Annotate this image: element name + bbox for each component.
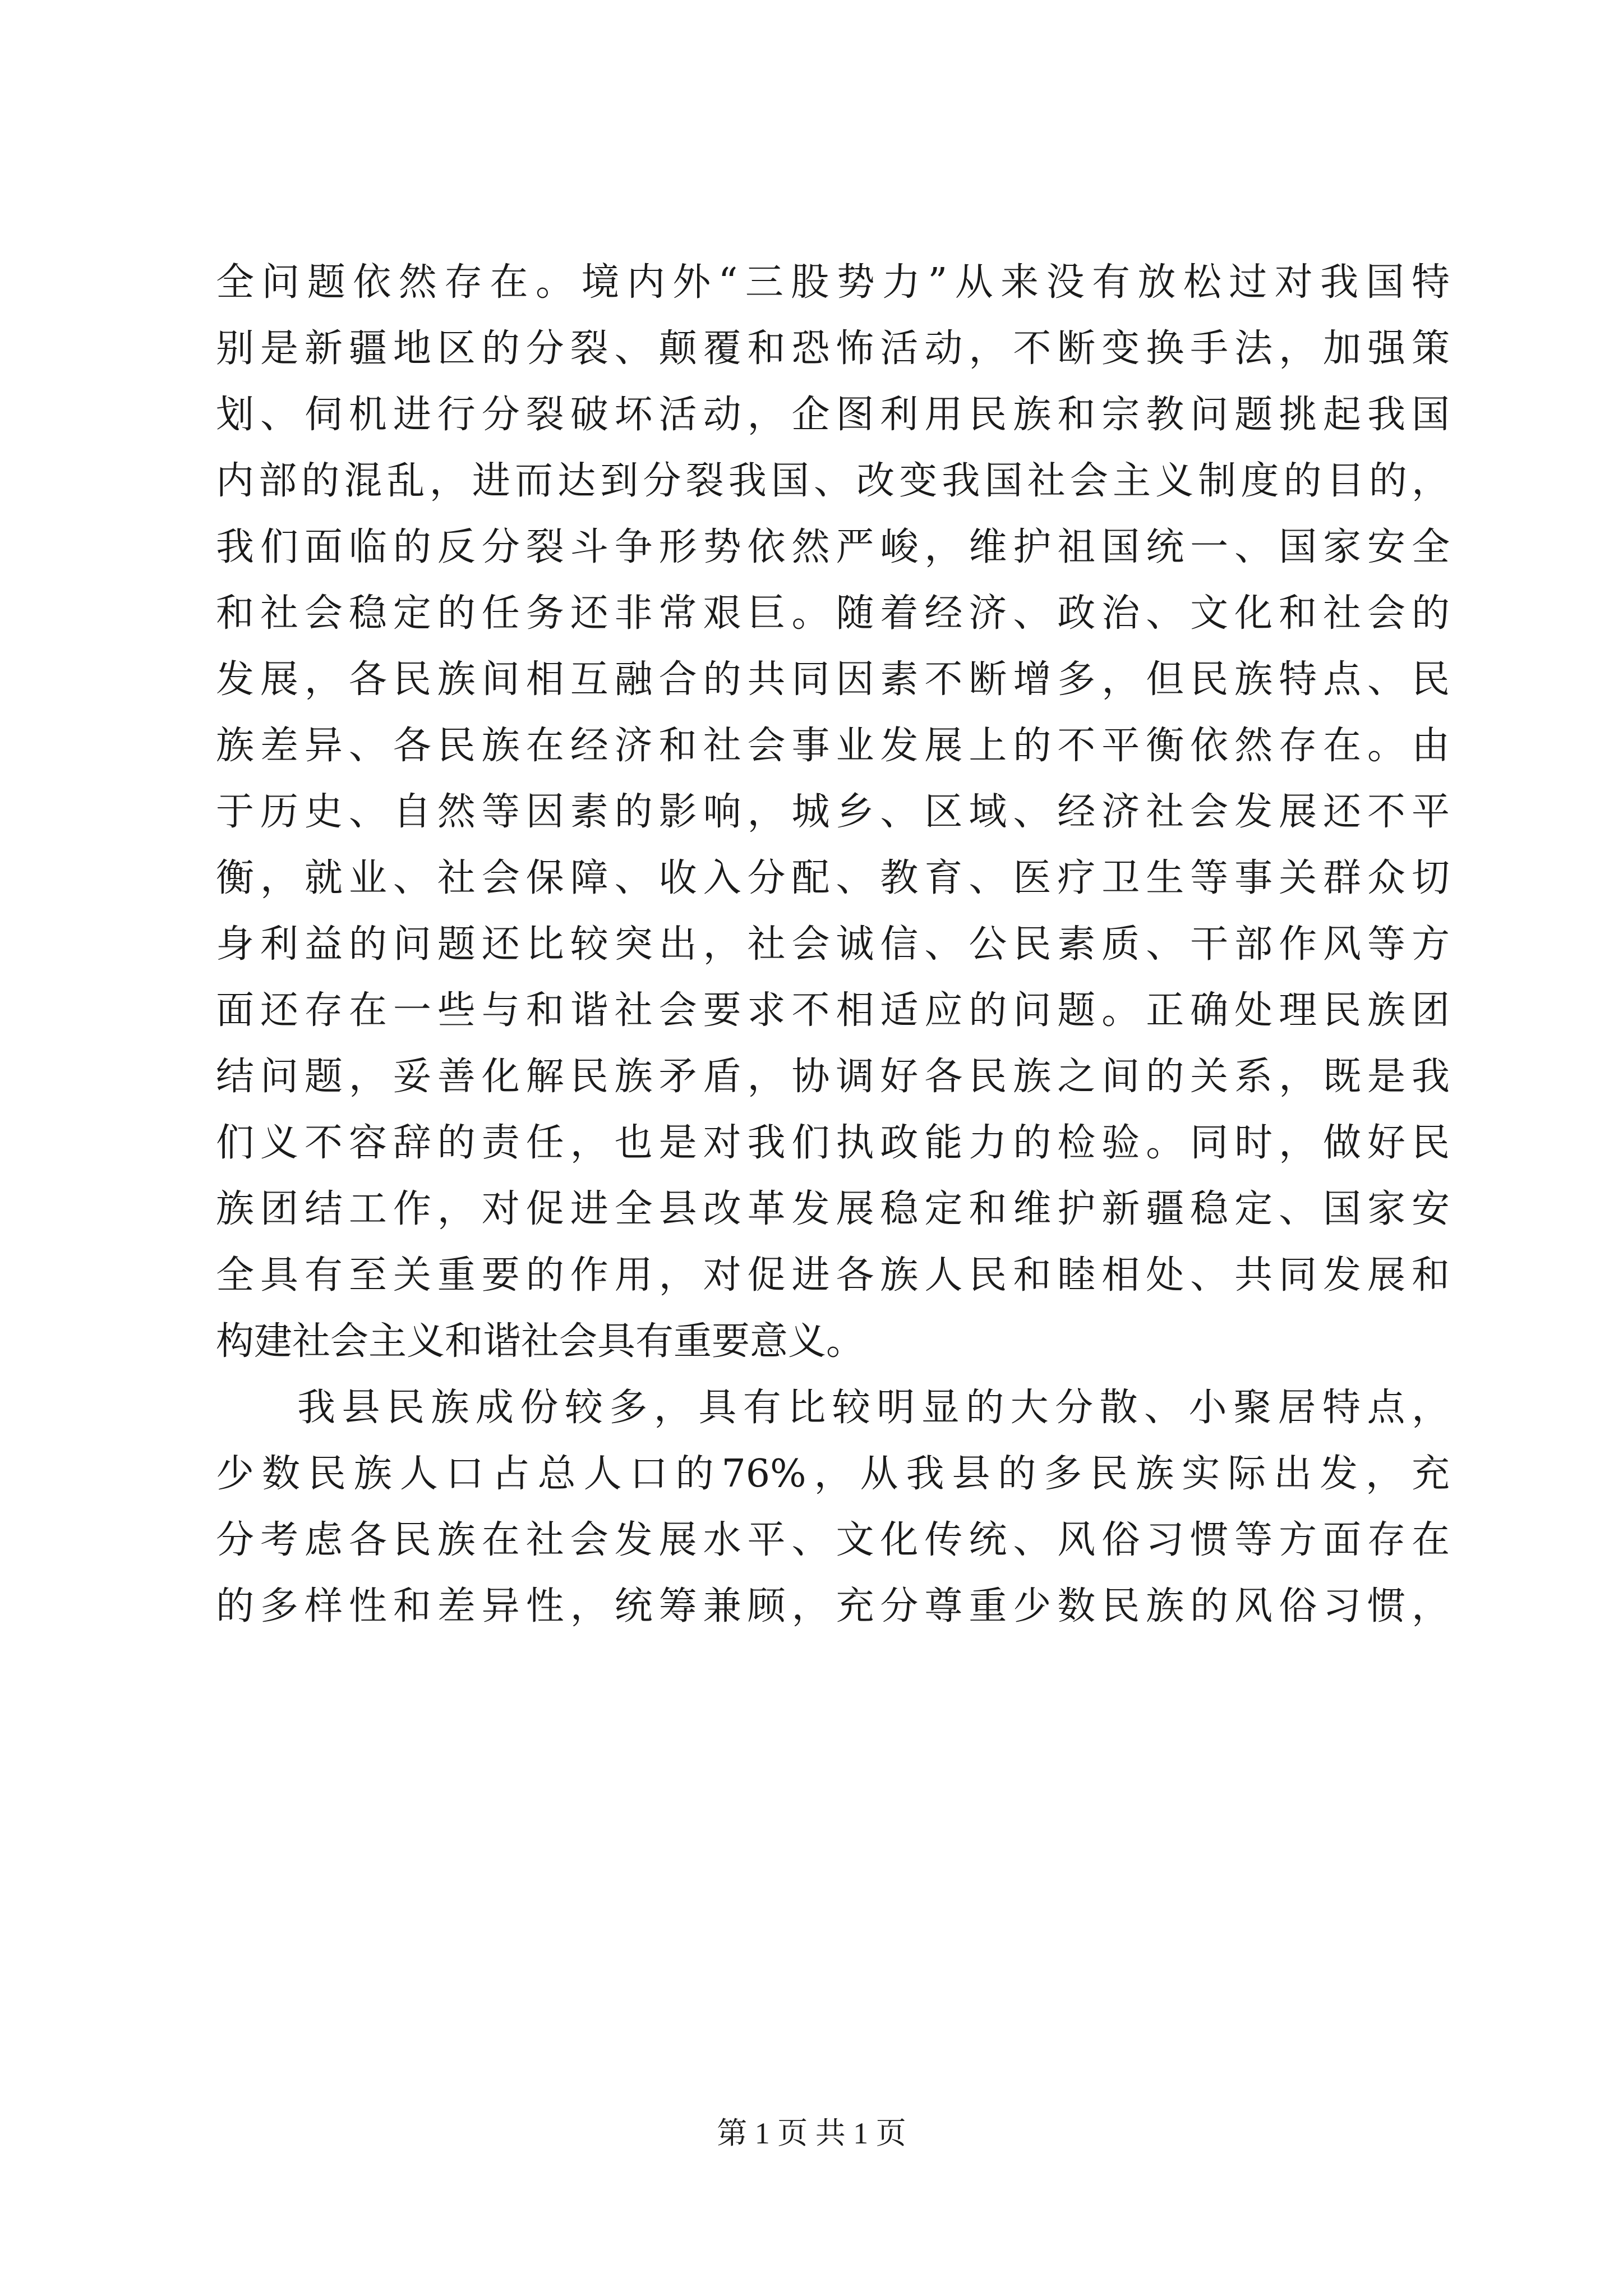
document-body (216, 250, 1450, 1640)
text-line: 划、伺机进行分裂破坏活动，企图利用民族和宗教问题挑起我国 (216, 393, 1450, 437)
text-line: 于历史、自然等因素的影响，城乡、区域、经济社会发展还不平 (216, 790, 1450, 834)
text-line: 身利益的问题还比较突出，社会诚信、公民素质、干部作风等方 (216, 922, 1450, 967)
page-number-label: 第 1 页 共 1 页 (717, 2116, 906, 2150)
text-line: 发展，各民族间相互融合的共同因素不断增多，但民族特点、民 (216, 657, 1450, 702)
text-line: 少数民族人口占总人口的76%，从我县的多民族实际出发，充 (216, 1452, 1450, 1496)
text-line: 内部的混乱，进而达到分裂我国、改变我国社会主义制度的目的， (216, 459, 1450, 503)
text-line: 别是新疆地区的分裂、颠覆和恐怖活动，不断变换手法，加强策 (216, 326, 1450, 371)
text-line: 的多样性和差异性，统筹兼顾，充分尊重少数民族的风俗习惯， (216, 1584, 1450, 1628)
text-line: 全具有至关重要的作用，对促进各族人民和睦相处、共同发展和 (216, 1253, 1450, 1297)
text-line: 衡，就业、社会保障、收入分配、教育、医疗卫生等事关群众切 (216, 856, 1450, 900)
text-line: 族差异、各民族在经济和社会事业发展上的不平衡依然存在。由 (216, 724, 1450, 768)
text-line: 我县民族成份较多，具有比较明显的大分散、小聚居特点， (297, 1386, 1450, 1430)
text-line: 分考虑各民族在社会发展水平、文化传统、风俗习惯等方面存在 (216, 1518, 1450, 1562)
text-line: 结问题，妥善化解民族矛盾，协调好各民族之间的关系，既是我 (216, 1055, 1450, 1099)
text-line: 我们面临的反分裂斗争形势依然严峻，维护祖国统一、国家安全 (216, 525, 1450, 569)
text-line: 全问题依然存在。境内外“三股势力”从来没有放松过对我国特 (216, 260, 1450, 305)
text-line: 面还存在一些与和谐社会要求不相适应的问题。正确处理民族团 (216, 988, 1450, 1033)
paragraph-2 (216, 1375, 1450, 1640)
text-line: 们义不容辞的责任，也是对我们执政能力的检验。同时，做好民 (216, 1121, 1450, 1165)
paragraph-1 (216, 250, 1450, 1375)
text-line: 和社会稳定的任务还非常艰巨。随着经济、政治、文化和社会的 (216, 591, 1450, 636)
text-line: 族团结工作，对促进全县改革发展稳定和维护新疆稳定、国家安 (216, 1187, 1450, 1231)
page-footer (0, 2109, 1623, 2152)
text-line: 构建社会主义和谐社会具有重要意义。 (216, 1319, 865, 1364)
